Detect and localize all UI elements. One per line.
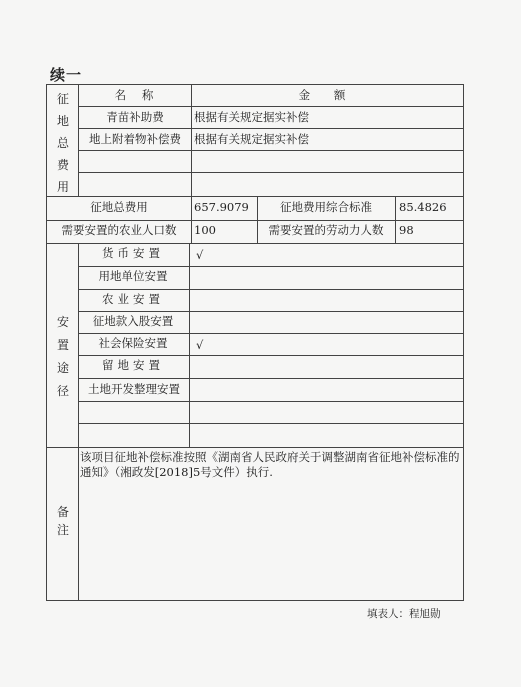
labor-value: 98 [399,223,414,237]
fee-amount-1: 根据有关规定据实补偿 [194,110,309,124]
resettle-check-1: √ [196,248,204,262]
resettle-name-5: 社会保险安置 [98,336,168,350]
table-border-top [46,84,464,85]
resettle-name-2: 用地单位安置 [98,269,168,283]
header-name: 名 称 [114,88,160,102]
resettle-name-4: 征地款入股安置 [92,314,174,328]
labor-label: 需要安置的劳动力人数 [268,223,384,237]
resettle-name-7: 土地开发整理安置 [88,382,180,396]
total-value: 657.9079 [194,200,249,214]
total-label: 征地总费用 [90,200,148,214]
section-label-resettlement: 安 置 途 径 [57,315,70,398]
table-border-bottom [46,600,464,601]
standard-label: 征地费用综合标准 [280,200,372,214]
resettle-name-1: 货币安置 [102,246,164,260]
fee-amount-2: 根据有关规定据实补偿 [194,132,309,146]
fee-name-2: 地上附着物补偿费 [89,132,181,146]
page-title: 续一 [50,66,83,84]
remarks-text: 该项目征地补偿标准按照《湖南省人民政府关于调整湖南省征地补偿标准的通知》（湘政发[2018]5号文件）执行. [80,450,460,479]
resettle-check-5: √ [196,338,204,352]
resettle-name-6: 留地安置 [102,358,164,372]
section-label-fees: 征 地 总 费 用 [57,92,70,194]
header-amount: 金 额 [298,88,356,102]
form-filler: 填表人：程旭勋 [367,608,441,620]
fee-name-1: 青苗补助费 [106,110,164,124]
table-border-right [463,84,464,600]
population-value: 100 [194,223,216,237]
section-label-remarks: 备 注 [57,505,70,537]
standard-value: 85.4826 [399,200,447,214]
population-label: 需要安置的农业人口数 [61,223,177,237]
table-border-left [46,84,47,600]
resettle-name-3: 农业安置 [102,292,164,306]
